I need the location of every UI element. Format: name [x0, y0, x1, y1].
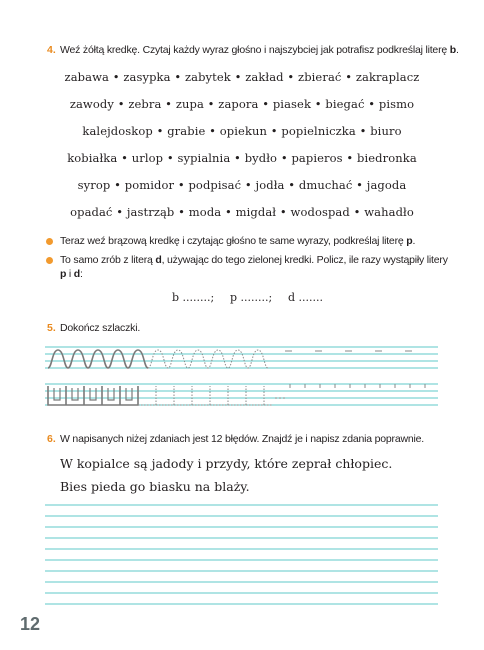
task-4-number: 4. — [47, 44, 56, 56]
pattern-dot — [279, 397, 281, 399]
writing-lines[interactable] — [45, 505, 438, 604]
letters-colon: : — [80, 268, 83, 280]
task-6-instruction: W napisanych niżej zdaniach jest 12 błędów. Znajdź je i napisz zdania poprawnie. — [60, 433, 424, 445]
bullet-p-end: . — [412, 235, 416, 247]
word-line-3: kalejdoskop • grabie • opiekun • popielniczka • biuro — [82, 124, 402, 138]
bullet-p-text: Teraz weź brązową kredkę i czytając głośno te same wyrazy, podkreślaj literę — [60, 235, 407, 247]
bullet-d-text-2: , używając do tego zielonej kredki. Policz, ile razy wystąpiły litery — [161, 254, 448, 266]
pattern-row-1-dotted — [148, 350, 268, 368]
task-4-instruction-text: Weź żółtą kredkę. Czytaj każdy wyraz głośno i najszybciej jak potrafisz podkreślaj literę — [60, 44, 450, 56]
pattern-dot — [275, 397, 277, 399]
word-line-1: zabawa • zasypka • zabytek • zakład • zbierać • zakraplacz — [64, 70, 420, 84]
letter-d: d — [73, 268, 81, 280]
bullet-letter-p: p — [406, 235, 413, 247]
pattern-dot — [283, 397, 285, 399]
pattern-row-2-dots — [275, 397, 285, 399]
word-line-6: opadać • jastrząb • moda • migdał • wodospad • wahadło — [70, 205, 414, 219]
word-line-5: syrop • pomidor • podpisać • jodła • dmuchać • jagoda — [77, 178, 407, 192]
task-6-number: 6. — [47, 433, 56, 445]
pattern-row-1-traced — [48, 350, 148, 368]
pattern-row-2-lines — [45, 384, 438, 405]
sentence-1: W kopialce są jadody i przydy, które zeprał chłopiec. — [60, 456, 393, 471]
task-4-letter-b: b — [449, 44, 456, 56]
count-d-field[interactable]: d ....... — [288, 291, 324, 304]
count-b-field[interactable]: b ........; — [172, 291, 215, 304]
task-4-instruction-end: . — [455, 44, 459, 56]
sentence-2: Bies pieda go biasku na blaży. — [60, 479, 250, 494]
letters-and: i — [66, 268, 74, 280]
word-line-2: zawody • zebra • zupa • zapora • piasek • biegać • pismo — [69, 97, 415, 111]
count-p-field[interactable]: p ........; — [230, 291, 273, 304]
page-number: 12 — [20, 614, 41, 634]
bullet-d-text: To samo zrób z literą — [60, 254, 156, 266]
pattern-row-2-dotted — [138, 386, 272, 405]
pattern-row-2-traced — [48, 386, 138, 405]
pattern-row-2-ticks — [290, 384, 425, 388]
bullet-letter-d: d — [155, 254, 162, 266]
task-5-instruction: Dokończ szlaczki. — [60, 322, 141, 334]
task-5-number: 5. — [47, 322, 56, 334]
letter-p: p — [60, 268, 67, 280]
word-line-4: kobiałka • urlop • sypialnia • bydło • papieros • biedronka — [67, 151, 417, 165]
